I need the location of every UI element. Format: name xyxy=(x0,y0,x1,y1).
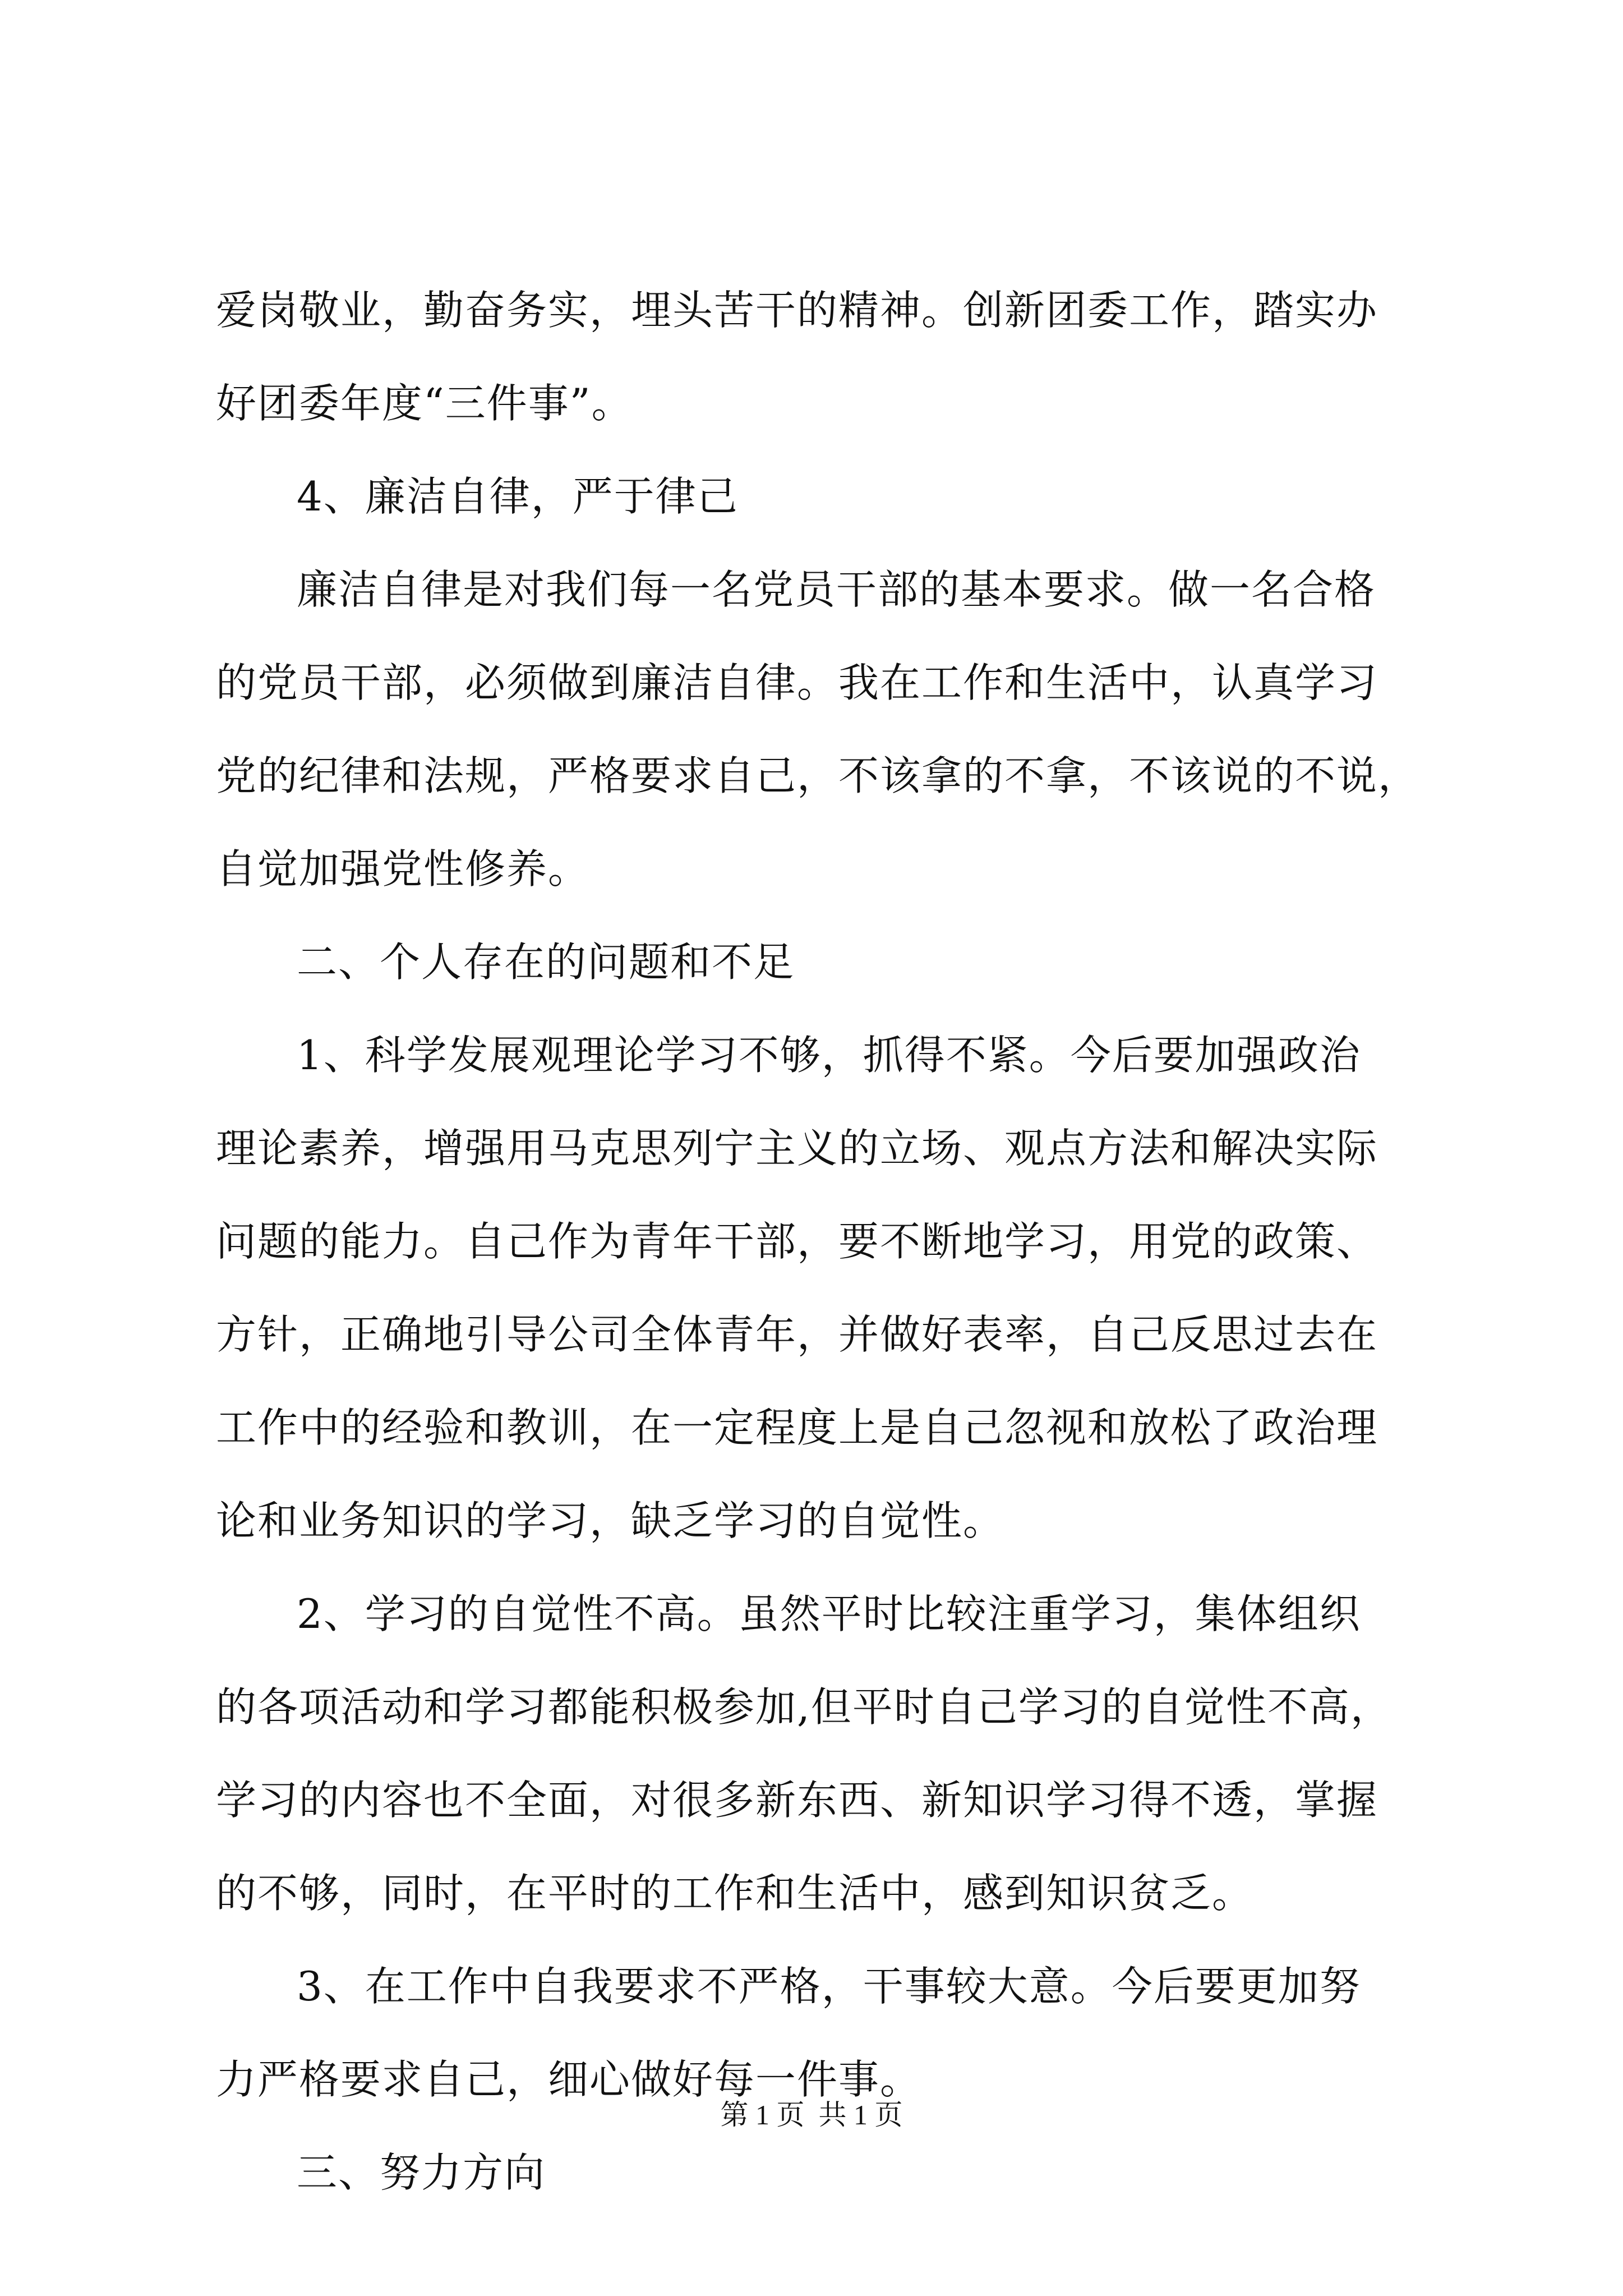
paragraph-line: 2、学习的自觉性不高。虽然平时比较注重学习，集体组织 xyxy=(297,1590,1361,1637)
section-heading: 三、努力方向 xyxy=(297,2149,546,2196)
paragraph-line: 自觉加强党性修养。 xyxy=(216,845,590,892)
paragraph-line: 1、科学发展观理论学习不够，抓得不紧。今后要加强政治 xyxy=(297,1032,1361,1079)
paragraph-line: 力严格要求自己，细心做好每一件事。 xyxy=(216,2056,922,2103)
paragraph-line: 理论素养，增强用马克思列宁主义的立场、观点方法和解决实际 xyxy=(216,1125,1378,1172)
paragraph-line: 工作中的经验和教训，在一定程度上是自己忽视和放松了政治理 xyxy=(216,1404,1378,1451)
section-heading: 4、廉洁自律，严于律己 xyxy=(297,473,739,520)
document-body xyxy=(216,264,1427,2219)
paragraph-line: 问题的能力。自己作为青年干部，要不断地学习，用党的政策、 xyxy=(216,1218,1378,1265)
section-heading: 二、个人存在的问题和不足 xyxy=(297,938,795,986)
paragraph-line: 党的纪律和法规，严格要求自己，不该拿的不拿，不该说的不说， xyxy=(216,752,1420,799)
paragraph-line: 爱岗敬业，勤奋务实，埋头苦干的精神。创新团委工作，踏实办 xyxy=(216,287,1378,334)
paragraph-line: 廉洁自律是对我们每一名党员干部的基本要求。做一名合格 xyxy=(297,566,1376,613)
paragraph-line: 方针，正确地引导公司全体青年，并做好表率，自己反思过去在 xyxy=(216,1311,1378,1358)
paragraph-line: 论和业务知识的学习，缺乏学习的自觉性。 xyxy=(216,1497,1005,1544)
paragraph-line: 的不够，同时，在平时的工作和生活中，感到知识贫乏。 xyxy=(216,1870,1254,1917)
paragraph-line: 3、在工作中自我要求不严格，干事较大意。今后要更加努 xyxy=(297,1963,1361,2010)
page-footer: 第 1 页 共 1 页 xyxy=(720,2099,903,2131)
paragraph-line: 的党员干部，必须做到廉洁自律。我在工作和生活中，认真学习 xyxy=(216,659,1378,706)
paragraph-line: 好团委年度“三件事”。 xyxy=(216,380,633,427)
paragraph-line: 的各项活动和学习都能积极参加,但平时自己学习的自觉性不高， xyxy=(216,1683,1392,1731)
paragraph-line: 学习的内容也不全面，对很多新东西、新知识学习得不透，掌握 xyxy=(216,1777,1378,1824)
